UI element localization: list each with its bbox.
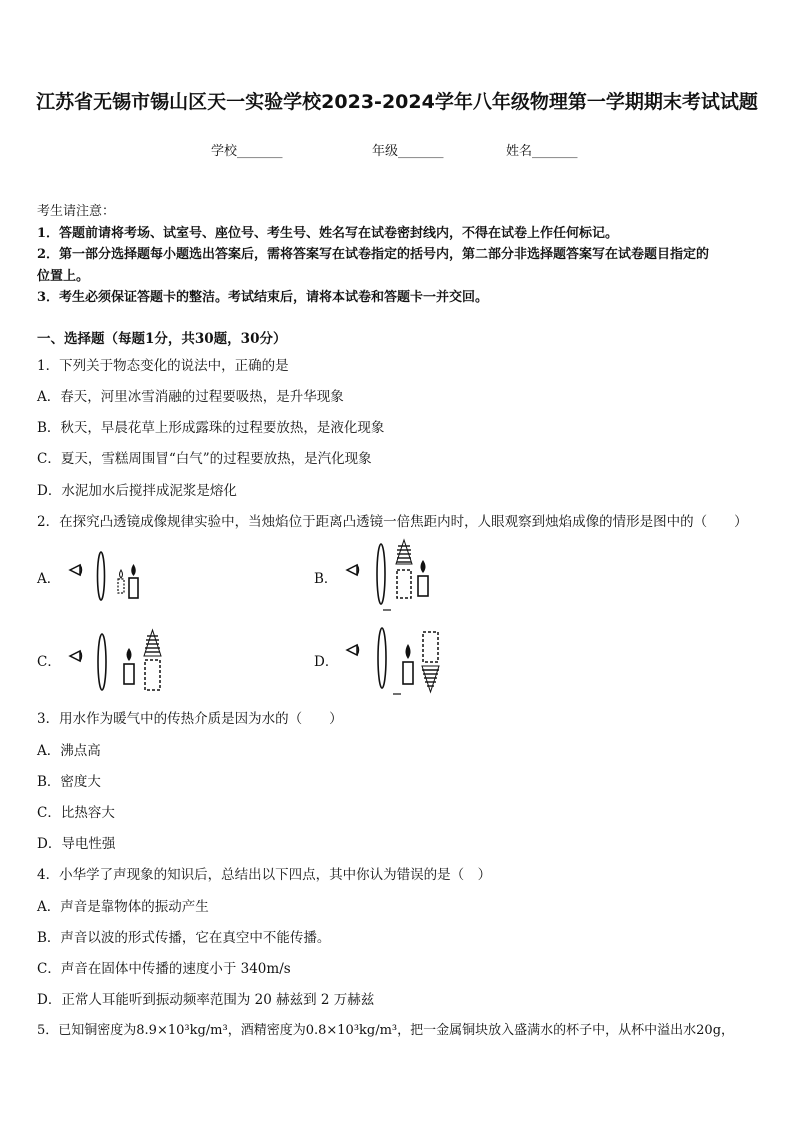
q2-option-c[interactable]: C．: [37, 654, 61, 670]
q3-option-b[interactable]: B．密度大: [37, 774, 101, 790]
eye-icon: [70, 565, 82, 575]
q2-option-b[interactable]: B．: [314, 571, 338, 587]
q1-option-b[interactable]: B．秋天，早晨花草上形成露珠的过程要放热，是液化现象: [37, 420, 385, 436]
notice-item-2: 2．第一部分选择题每小题选出答案后，需将答案写在试卷指定的括号内，第二部分非选择题答案写在试卷题目指定的: [37, 247, 710, 262]
eye-icon: [347, 565, 359, 575]
lens-icon: [98, 634, 106, 690]
q1-option-a[interactable]: A．春天，河里冰雪消融的过程要吸热，是升华现象: [37, 389, 344, 405]
q2-figure-c: [66, 626, 176, 696]
lens-icon: [377, 544, 391, 610]
notice-item-3: 3．考生必须保证答题卡的整洁。考试结束后，请将本试卷和答题卡一并交回。: [37, 290, 489, 305]
q4-option-c[interactable]: C．声音在固体中传播的速度小于 340m/s: [37, 961, 291, 977]
notice-heading: 考生请注意：: [37, 204, 116, 219]
notice-item-1: 1．答题前请将考场、试室号、座位号、考生号、姓名写在试卷密封线内，不得在试卷上作任何标记。: [37, 225, 619, 241]
q2-stem: 2．在探究凸透镜成像规律实验中，当烛焰位于距离凸透镜一倍焦距内时，人眼观察到烛焰成像的情形是图中的（ ）: [37, 514, 748, 530]
candle-icon: [403, 644, 413, 684]
image-candle-icon: [396, 540, 412, 598]
q2-option-d[interactable]: D．: [314, 654, 339, 670]
q2-option-a[interactable]: A．: [37, 571, 61, 587]
eye-icon: [347, 645, 359, 655]
q3-option-a[interactable]: A．沸点高: [37, 743, 101, 759]
q2-figure-d: [343, 624, 453, 700]
q3-stem: 3．用水作为暖气中的传热介质是因为水的（ ）: [37, 711, 343, 727]
image-candle-icon: [118, 570, 124, 593]
eye-icon: [70, 651, 82, 661]
candle-icon: [124, 648, 134, 684]
exam-title: 江苏省无锡市锡山区天一实验学校2023-2024学年八年级物理第一学期期末考试试题: [36, 91, 758, 113]
student-info-row: [0, 140, 794, 160]
q4-option-a[interactable]: A．声音是靠物体的振动产生: [37, 899, 209, 915]
image-candle-icon: [144, 630, 161, 690]
q2-figure-a: [66, 548, 156, 604]
candle-icon: [129, 564, 138, 598]
q4-option-d[interactable]: D．正常人耳能听到振动频率范围为 20 赫兹到 2 万赫兹: [37, 992, 375, 1008]
inverted-image-icon: [422, 632, 439, 692]
school-field[interactable]: 学校_______: [211, 144, 283, 159]
notice-item-2-cont: 位置上。: [37, 268, 90, 284]
name-field[interactable]: 姓名_______: [506, 144, 578, 159]
q3-option-d[interactable]: D．导电性强: [37, 836, 116, 852]
lens-icon: [98, 552, 105, 600]
candle-icon: [418, 560, 428, 596]
q5-stem: 5．已知铜密度为8.9×10³kg/m³，酒精密度为0.8×10³kg/m³，把一金属铜块放入盛满水的杯子中，从杯中溢出水20g，: [37, 1023, 735, 1038]
q4-option-b[interactable]: B．声音以波的形式传播，它在真空中不能传播。: [37, 930, 331, 946]
q1-option-c[interactable]: C．夏天，雪糕周围冒“白气”的过程要放热，是汽化现象: [37, 451, 372, 467]
q1-option-d[interactable]: D．水泥加水后搅拌成泥浆是熔化: [37, 483, 237, 499]
notice-block: [37, 201, 767, 309]
q2-figure-b: [343, 538, 443, 614]
grade-field[interactable]: 年级_______: [372, 144, 444, 159]
q3-option-c[interactable]: C．比热容大: [37, 805, 115, 821]
lens-icon: [378, 628, 401, 694]
q1-stem: 1．下列关于物态变化的说法中，正确的是: [37, 358, 289, 374]
q4-stem: 4．小华学了声现象的知识后，总结出以下四点，其中你认为错误的是（ ）: [37, 867, 492, 883]
section-heading: 一、选择题（每题1分，共30题，30分）: [37, 331, 287, 347]
